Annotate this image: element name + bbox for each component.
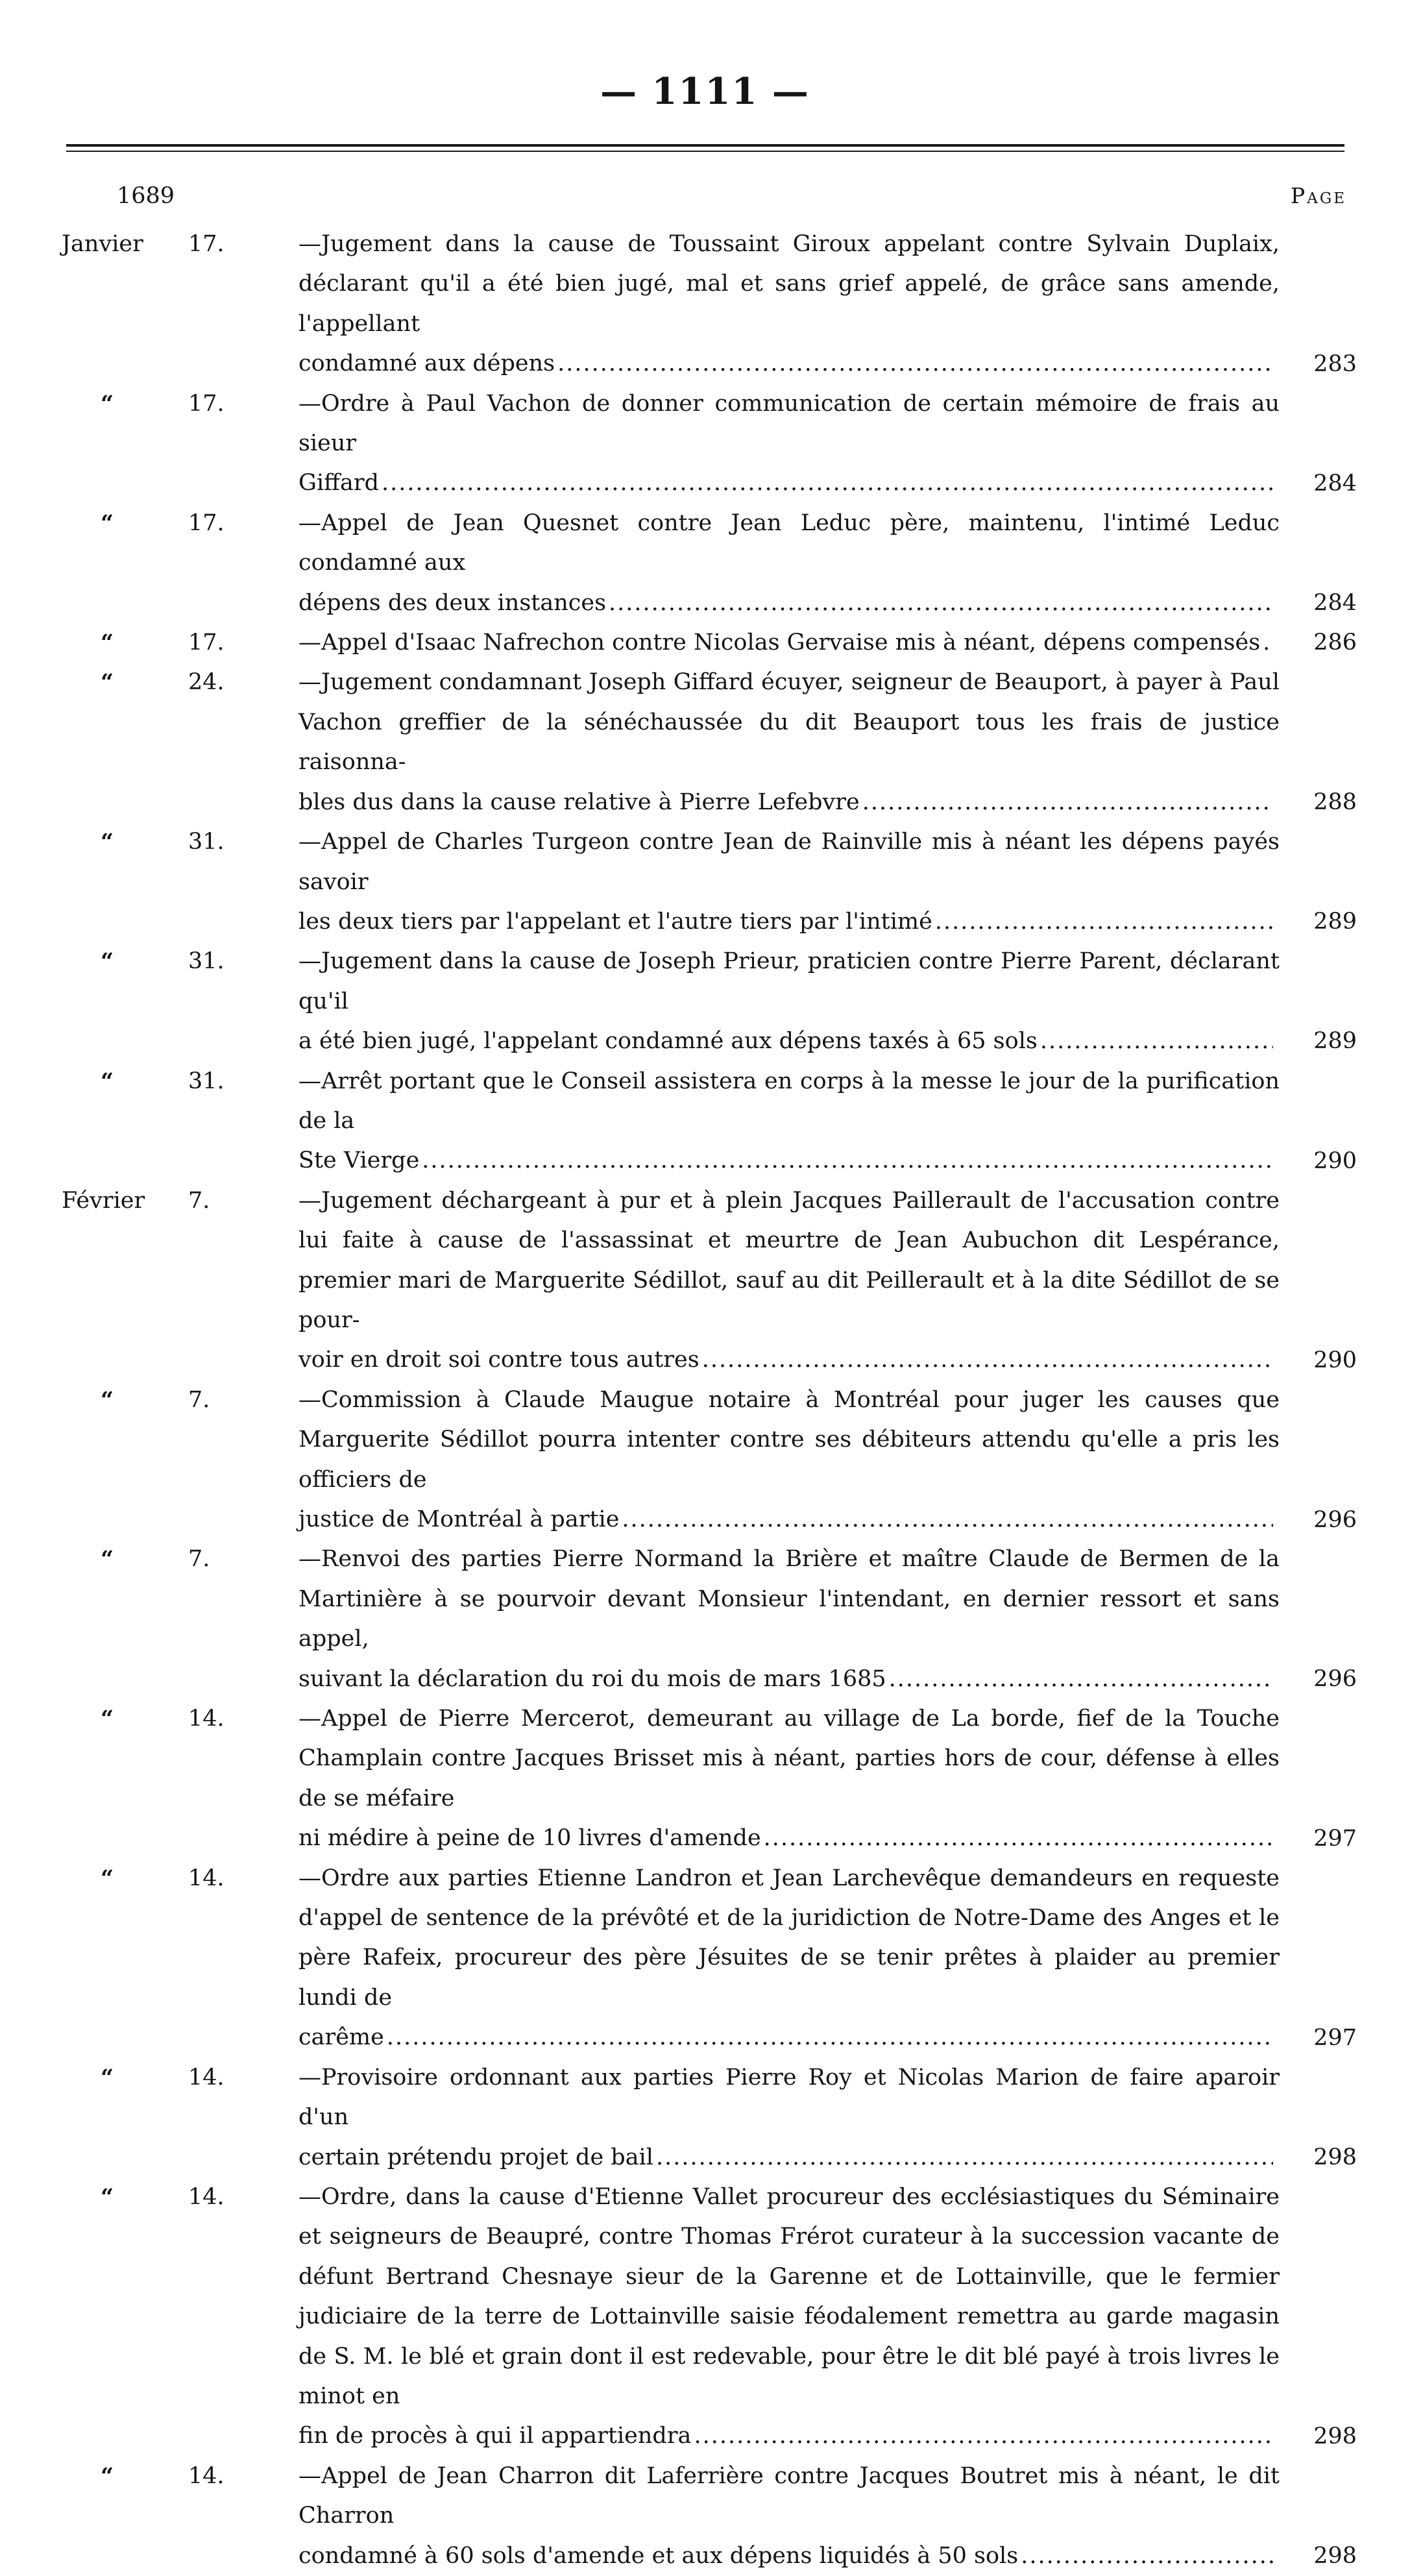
page-reference: 297 xyxy=(1313,1826,1357,1852)
entry-body xyxy=(188,384,1280,504)
page-reference: 290 xyxy=(1313,1147,1357,1174)
page-reference: 284 xyxy=(1313,470,1357,497)
page-reference: 284 xyxy=(1313,589,1357,616)
page-reference: 289 xyxy=(1313,1028,1357,1055)
entry-text: —Ordre à Paul Vachon de donner communication de certain mémoire de frais au sieur xyxy=(298,390,1280,457)
entry-text-end: fin de procès à qui il appartiendra xyxy=(298,2423,692,2449)
entry-date: 17. xyxy=(188,630,225,656)
page-reference: 289 xyxy=(1313,909,1357,935)
entry-text-end: a été bien jugé, l'appelant condamné aux dépens taxés à 65 sols xyxy=(298,1028,1038,1055)
entry-body xyxy=(188,1181,1280,1380)
entry-text-end: condamné à 60 sols d'amende et aux dépens liquidés à 50 sols xyxy=(298,2542,1019,2569)
page-reference: 298 xyxy=(1313,2144,1357,2170)
ditto-mark: “ xyxy=(101,1706,114,1733)
entry-text-end: justice de Montréal à partie xyxy=(298,1506,620,1532)
ditto-mark: “ xyxy=(101,2183,114,2211)
page-reference: 290 xyxy=(1313,1347,1357,1373)
page-reference: 298 xyxy=(1313,2423,1357,2449)
entry-body xyxy=(188,663,1280,822)
page-reference: 286 xyxy=(1313,630,1357,656)
entry-8 xyxy=(0,1062,1410,1181)
ditto-mark: “ xyxy=(101,2064,114,2091)
entry-date: 31. xyxy=(188,1068,225,1094)
leader-dots xyxy=(387,2018,1273,2057)
leader-dots xyxy=(1021,2536,1273,2576)
entry-date: 7. xyxy=(188,1546,210,1573)
entry-date: 17. xyxy=(188,509,225,536)
page-number: — 1111 — xyxy=(600,70,810,113)
entry-text-end: Giffard xyxy=(298,470,380,497)
entry-12 xyxy=(0,1699,1410,1859)
entry-text: —Appel de Jean Charron dit Laferrière contre Jacques Boutret mis à néant, le dit Charron xyxy=(298,2462,1280,2529)
leader-dots xyxy=(862,783,1273,822)
page-reference: 296 xyxy=(1313,1506,1357,1533)
entry-13 xyxy=(0,1859,1410,2058)
ditto-mark: “ xyxy=(101,669,114,696)
ditto-mark: “ xyxy=(101,948,114,975)
leader-dots xyxy=(694,2416,1273,2456)
page-column-label: Page xyxy=(1291,183,1346,208)
page-reference: 296 xyxy=(1313,1666,1357,1693)
ditto-mark: “ xyxy=(101,509,114,537)
entry-body xyxy=(188,1859,1280,2058)
leader-dots xyxy=(609,583,1273,623)
entry-2 xyxy=(0,384,1410,504)
entry-6 xyxy=(0,822,1410,942)
entry-body xyxy=(188,2457,1280,2576)
ditto-mark: “ xyxy=(101,1865,114,1892)
entry-16 xyxy=(0,2457,1410,2576)
entry-text-end: les deux tiers par l'appelant et l'autre tiers par l'intimé xyxy=(298,908,932,935)
entry-date: 14. xyxy=(188,2183,225,2210)
month-label: Février xyxy=(62,1187,145,1214)
leader-dots xyxy=(382,463,1273,503)
entry-11 xyxy=(0,1539,1410,1699)
entry-date: 7. xyxy=(188,1386,210,1413)
entry-text-end: suivant la déclaration du roi du mois de mars 1685 xyxy=(298,1665,886,1692)
entry-date: 24. xyxy=(188,669,225,696)
entry-body xyxy=(188,504,1280,623)
ditto-mark: “ xyxy=(101,390,114,417)
entry-body xyxy=(188,2177,1280,2457)
ditto-mark: “ xyxy=(101,1068,114,1095)
leader-dots xyxy=(422,1141,1273,1181)
page-reference: 297 xyxy=(1313,2024,1357,2051)
entry-date: 14. xyxy=(188,1706,225,1732)
entry-list xyxy=(0,225,1410,2576)
entry-body xyxy=(188,942,1280,1061)
entry-15 xyxy=(0,2177,1410,2457)
entry-text-end: dépens des deux instances xyxy=(298,589,607,616)
leader-dots xyxy=(702,1340,1273,1380)
page-reference: 283 xyxy=(1313,351,1357,377)
page-reference: 288 xyxy=(1313,789,1357,816)
entry-7 xyxy=(0,942,1410,1061)
entry-text: —Ordre, dans la cause d'Etienne Vallet procureur des ecclésiastiques du Séminaire et seigneurs de Beaupré, contre Thomas Frérot curateur à la succession vacante de défunt Bertrand Chesnaye sieur de la Garenne et de Lottainville, que le fermier judiciaire de la terre de Lottainville saisie féodalement remettra au garde magasin de S. M. le blé et grain dont il est redevable, pour être le dit blé payé à trois livres le minot en xyxy=(298,2183,1280,2409)
entry-date: 14. xyxy=(188,2064,225,2091)
ditto-mark: “ xyxy=(101,2462,114,2490)
entry-9 xyxy=(0,1181,1410,1380)
entry-body xyxy=(188,1699,1280,1859)
entry-text-end: condamné aux dépens xyxy=(298,350,555,377)
entry-text: —Provisoire ordonnant aux parties Pierre Roy et Nicolas Marion de faire aparoir d'un xyxy=(298,2064,1280,2131)
entry-date: 14. xyxy=(188,1865,225,1891)
entry-text-end: —Appel d'Isaac Nafrechon contre Nicolas Gervaise mis à néant, dépens compensés xyxy=(298,630,1261,656)
entry-text-end: carême xyxy=(298,2024,384,2051)
entry-text: —Jugement dans la cause de Joseph Prieur, praticien contre Pierre Parent, déclarant qu'il xyxy=(298,948,1280,1014)
entry-text: —Commission à Claude Maugue notaire à Montréal pour juger les causes que Marguerite Sédillot pourra intenter contre ses débiteurs attendu qu'elle a pris les officiers de xyxy=(298,1386,1280,1493)
entry-body xyxy=(188,822,1280,942)
entry-text: —Jugement condamnant Joseph Giffard écuyer, seigneur de Beauport, à payer à Paul Vachon greffier de la sénéchaussée du dit Beauport tous les frais de justice raisonna- xyxy=(298,669,1280,776)
entry-text-end: ni médire à peine de 10 livres d'amende xyxy=(298,1825,761,1852)
entry-4 xyxy=(0,623,1410,663)
entry-text: —Ordre aux parties Etienne Landron et Jean Larchevêque demandeurs en requeste d'appel de sentence de la prévôté et de la juridiction de Notre-Dame des Anges et le père Rafeix, procureur des père Jésuites de se tenir prêtes à plaider au premier lundi de xyxy=(298,1865,1280,2011)
leader-dots xyxy=(622,1500,1273,1539)
entry-date: 7. xyxy=(188,1187,210,1214)
entry-date: 17. xyxy=(188,390,225,417)
entry-text-end: voir en droit soi contre tous autres xyxy=(298,1347,699,1373)
entry-body xyxy=(188,1539,1280,1699)
entry-text-end: Ste Vierge xyxy=(298,1147,420,1174)
entry-text: —Appel de Pierre Mercerot, demeurant au village de La borde, fief de la Touche Champlain contre Jacques Brisset mis à néant, parties hors de cour, défense à elles de se méfaire xyxy=(298,1706,1280,1811)
leader-dots xyxy=(764,1819,1273,1858)
entry-body xyxy=(188,1062,1280,1181)
ditto-mark: “ xyxy=(101,1386,114,1414)
entry-text: —Jugement dans la cause de Toussaint Giroux appelant contre Sylvain Duplaix, déclarant qu'il a été bien jugé, mal et sans grief appelé, de grâce sans amende, l'appellant xyxy=(298,231,1280,337)
entry-text: —Appel de Charles Turgeon contre Jean de Rainville mis à néant les dépens payés savoir xyxy=(298,829,1280,895)
entry-text: —Renvoi des parties Pierre Normand la Brière et maître Claude de Bermen de la Martinière à se pourvoir devant Monsieur l'intendant, en dernier ressort et sans appel, xyxy=(298,1546,1280,1652)
header-rule xyxy=(66,144,1344,147)
entry-text: —Arrêt portant que le Conseil assistera en corps à la messe le jour de la purification de la xyxy=(298,1068,1280,1134)
leader-dots xyxy=(1040,1022,1273,1061)
page-reference: 298 xyxy=(1313,2542,1357,2569)
month-label: Janvier xyxy=(62,231,143,257)
leader-dots xyxy=(889,1660,1273,1699)
entry-body xyxy=(188,225,1280,384)
entry-body xyxy=(188,2058,1280,2177)
leader-dots xyxy=(935,902,1273,942)
entry-body xyxy=(188,1380,1280,1540)
header-rule-thin xyxy=(66,151,1344,152)
leader-dots xyxy=(557,344,1273,384)
entry-date: 31. xyxy=(188,829,225,855)
leader-dots xyxy=(656,2138,1273,2177)
year-label: 1689 xyxy=(117,183,175,209)
entry-text: —Jugement déchargeant à pur et à plein Jacques Paillerault de l'accusation contre lui faite à cause de l'assassinat et meurtre de Jean Aubuchon dit Lespérance, premier mari de Marguerite Sédillot, sauf au dit Peillerault et à la dite Sédillot de se pour- xyxy=(298,1187,1280,1333)
ditto-mark: “ xyxy=(101,829,114,856)
entry-text-end: certain prétendu projet de bail xyxy=(298,2144,653,2170)
entry-1 xyxy=(0,225,1410,384)
entry-5 xyxy=(0,663,1410,822)
entry-date: 17. xyxy=(188,231,225,257)
entry-3 xyxy=(0,504,1410,623)
entry-text: —Appel de Jean Quesnet contre Jean Leduc père, maintenu, l'intimé Leduc condamné aux xyxy=(298,509,1280,576)
ditto-mark: “ xyxy=(101,630,114,657)
entry-date: 31. xyxy=(188,948,225,975)
leader-dots xyxy=(1263,623,1273,663)
entry-10 xyxy=(0,1380,1410,1540)
ditto-mark: “ xyxy=(101,1546,114,1573)
entry-text-end: bles dus dans la cause relative à Pierre Lefebvre xyxy=(298,789,860,815)
entry-date: 14. xyxy=(188,2462,225,2489)
entry-body xyxy=(188,623,1280,663)
entry-14 xyxy=(0,2058,1410,2177)
